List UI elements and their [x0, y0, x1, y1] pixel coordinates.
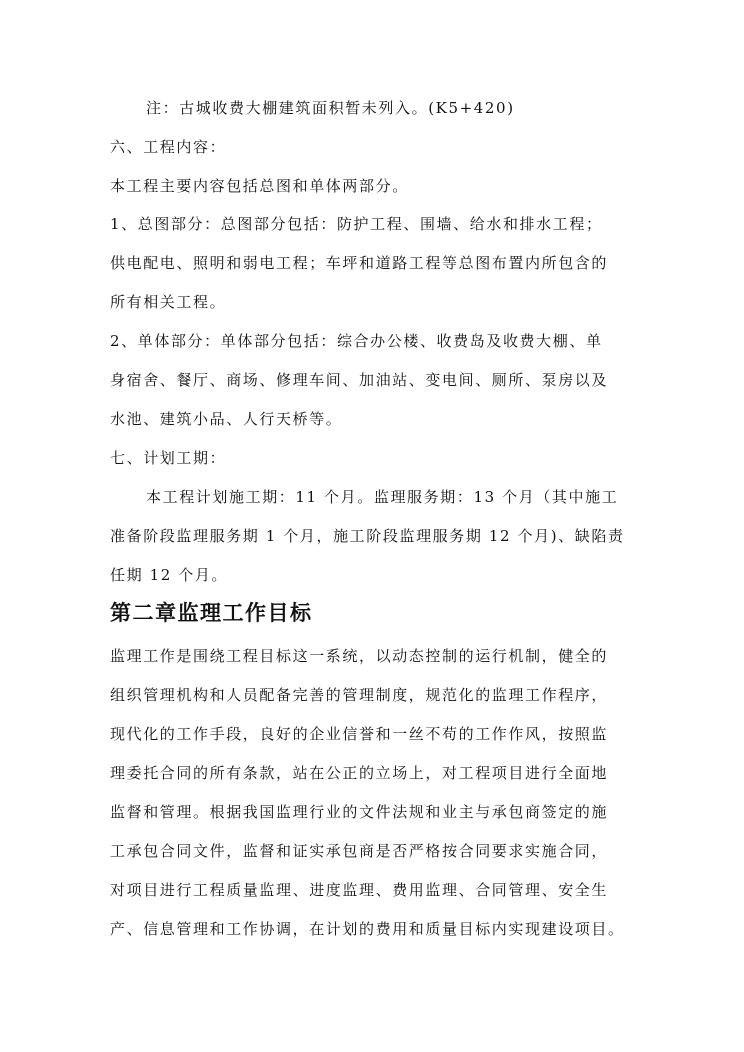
- chapter-2-line: 监督和管理。根据我国监理行业的文件法规和业主与承包商签定的施: [110, 803, 609, 821]
- chapter-2-line: 理委托合同的所有条款，站在公正的立场上，对工程项目进行全面地: [110, 764, 609, 782]
- item-1-line: 供电配电、照明和弱电工程；车坪和道路工程等总图布置内所包含的: [110, 254, 609, 272]
- chapter-2-line: 监理工作是围绕工程目标这一系统，以动态控制的运行机制，健全的: [110, 647, 609, 665]
- chapter-2-line: 对项目进行工程质量监理、进度监理、费用监理、合同管理、安全生: [110, 881, 609, 899]
- item-2-line: 水池、建筑小品、人行天桥等。: [110, 410, 343, 428]
- chapter-2-line: 产、信息管理和工作协调，在计划的费用和质量目标内实现建设项目。: [110, 920, 625, 938]
- note-line: 注：古城收费大棚建筑面积暂未列入。(K5+420): [146, 99, 515, 117]
- item-2-line: 身宿舍、餐厅、商场、修理车间、加油站、变电间、厕所、泵房以及: [110, 371, 609, 389]
- chapter-2-title: 第二章监理工作目标: [110, 601, 313, 625]
- item-1-line: 所有相关工程。: [110, 293, 227, 311]
- chapter-2-line: 工承包合同文件，监督和证实承包商是否严格按合同要求实施合同，: [110, 842, 609, 860]
- chapter-2-line: 现代化的工作手段，良好的企业信誉和一丝不苟的工作作风，按照监: [110, 725, 609, 743]
- section-7-line: 本工程计划施工期：11 个月。监理服务期：13 个月（其中施工: [146, 488, 619, 506]
- section-7-line: 任期 12 个月。: [110, 566, 229, 584]
- item-1-line: 1、总图部分：总图部分包括：防护工程、围墙、给水和排水工程；: [110, 215, 603, 233]
- section-7-title: 七、计划工期：: [110, 449, 227, 467]
- section-6-title: 六、工程内容：: [110, 138, 227, 156]
- section-7-line: 准备阶段监理服务期 1 个月，施工阶段监理服务期 12 个月)、缺陷责: [110, 527, 625, 545]
- item-2-line: 2、单体部分：单体部分包括：综合办公楼、收费岛及收费大棚、单: [110, 332, 603, 350]
- section-6-intro: 本工程主要内容包括总图和单体两部分。: [110, 177, 409, 195]
- chapter-2-line: 组织管理机构和人员配备完善的管理制度，规范化的监理工作程序，: [110, 686, 609, 704]
